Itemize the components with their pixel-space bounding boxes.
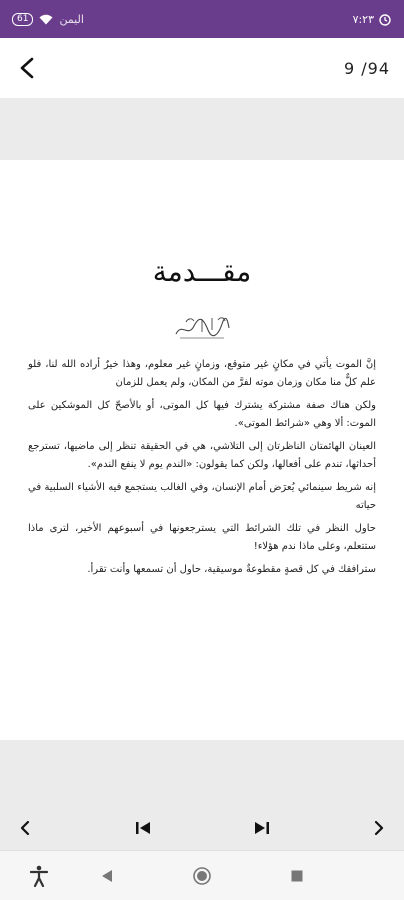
system-back-button[interactable] <box>94 863 120 889</box>
accessibility-button[interactable] <box>26 863 52 889</box>
triangle-back-icon <box>100 869 114 883</box>
skip-next-button[interactable] <box>247 813 277 843</box>
paragraph: حاول النظر في تلك الشرائط التي يسترجعونها في أسبوعهم الأخير، لترى ماذا ستتعلم، وعلى ماذا ندم هؤلاء! <box>28 523 376 552</box>
circle-home-icon <box>192 866 212 886</box>
system-recents-button[interactable] <box>284 863 310 889</box>
paragraph: العينان الهائمتان الناظرتان إلى التلاشي، هي في الحقيقة تنظر إلى ماضيها، تسترجع أحداثها، تندم على أفعالها، ولكن كما يقولون: «الندم يوم لا ينفع الندم». <box>28 441 376 470</box>
app-bar <box>0 38 404 98</box>
basmala-calligraphy-icon <box>172 312 232 342</box>
paragraph: إنه شريط سينمائي يُعرَض أمام الإنسان، وفي الغالب يستجمع فيه الأشياء السلبية في حياته <box>28 482 376 511</box>
page-counter: 9 /94 <box>343 58 390 78</box>
book-page[interactable] <box>0 160 404 740</box>
accessibility-icon <box>29 865 49 887</box>
square-recents-icon <box>290 869 304 883</box>
wifi-icon <box>39 14 53 25</box>
top-margin-band <box>0 98 404 160</box>
battery-indicator: 61 <box>12 13 33 26</box>
status-left <box>12 13 84 26</box>
paragraph: سترافقك في كل قصةٍ مقطوعةٌ موسيقية، حاول أن تسمعها وأنت تقرأ. <box>87 564 376 575</box>
skip-previous-icon <box>134 820 152 836</box>
carrier-label: اليمن <box>59 12 84 26</box>
chapter-title: مقـــدمة <box>152 255 252 288</box>
status-bar <box>0 0 404 38</box>
previous-page-button[interactable] <box>10 813 40 843</box>
bottom-margin-band <box>0 740 404 805</box>
next-page-button[interactable] <box>364 813 394 843</box>
skip-next-icon <box>253 820 271 836</box>
body-text <box>28 356 376 584</box>
paragraph: ولكن هناك صفة مشتركة يشترك فيها كل الموتى، أو بالأصحّ كل الموشكين على الموت: ألا وهي «شرائط الموتى». <box>28 400 376 429</box>
status-right <box>353 12 392 26</box>
back-button[interactable] <box>14 55 40 81</box>
alarm-icon <box>378 12 392 26</box>
skip-previous-button[interactable] <box>128 813 158 843</box>
chevron-left-icon <box>20 820 30 836</box>
clock: ٧:٢٣ <box>352 12 374 26</box>
reader-nav-bar <box>0 805 404 850</box>
paragraph: إنَّ الموت يأتي في مكانٍ غير متوقع، وزمانٍ غير معلوم، وهذا خيرٌ أراده الله لنا، فلو علم كلٌّ منا مكان وزمان موته لفرَّ من المكان، ولم يعمل للزمان <box>28 359 376 388</box>
chevron-right-icon <box>374 820 384 836</box>
chevron-left-icon <box>19 57 35 79</box>
system-nav-bar <box>0 850 404 900</box>
system-home-button[interactable] <box>189 863 215 889</box>
